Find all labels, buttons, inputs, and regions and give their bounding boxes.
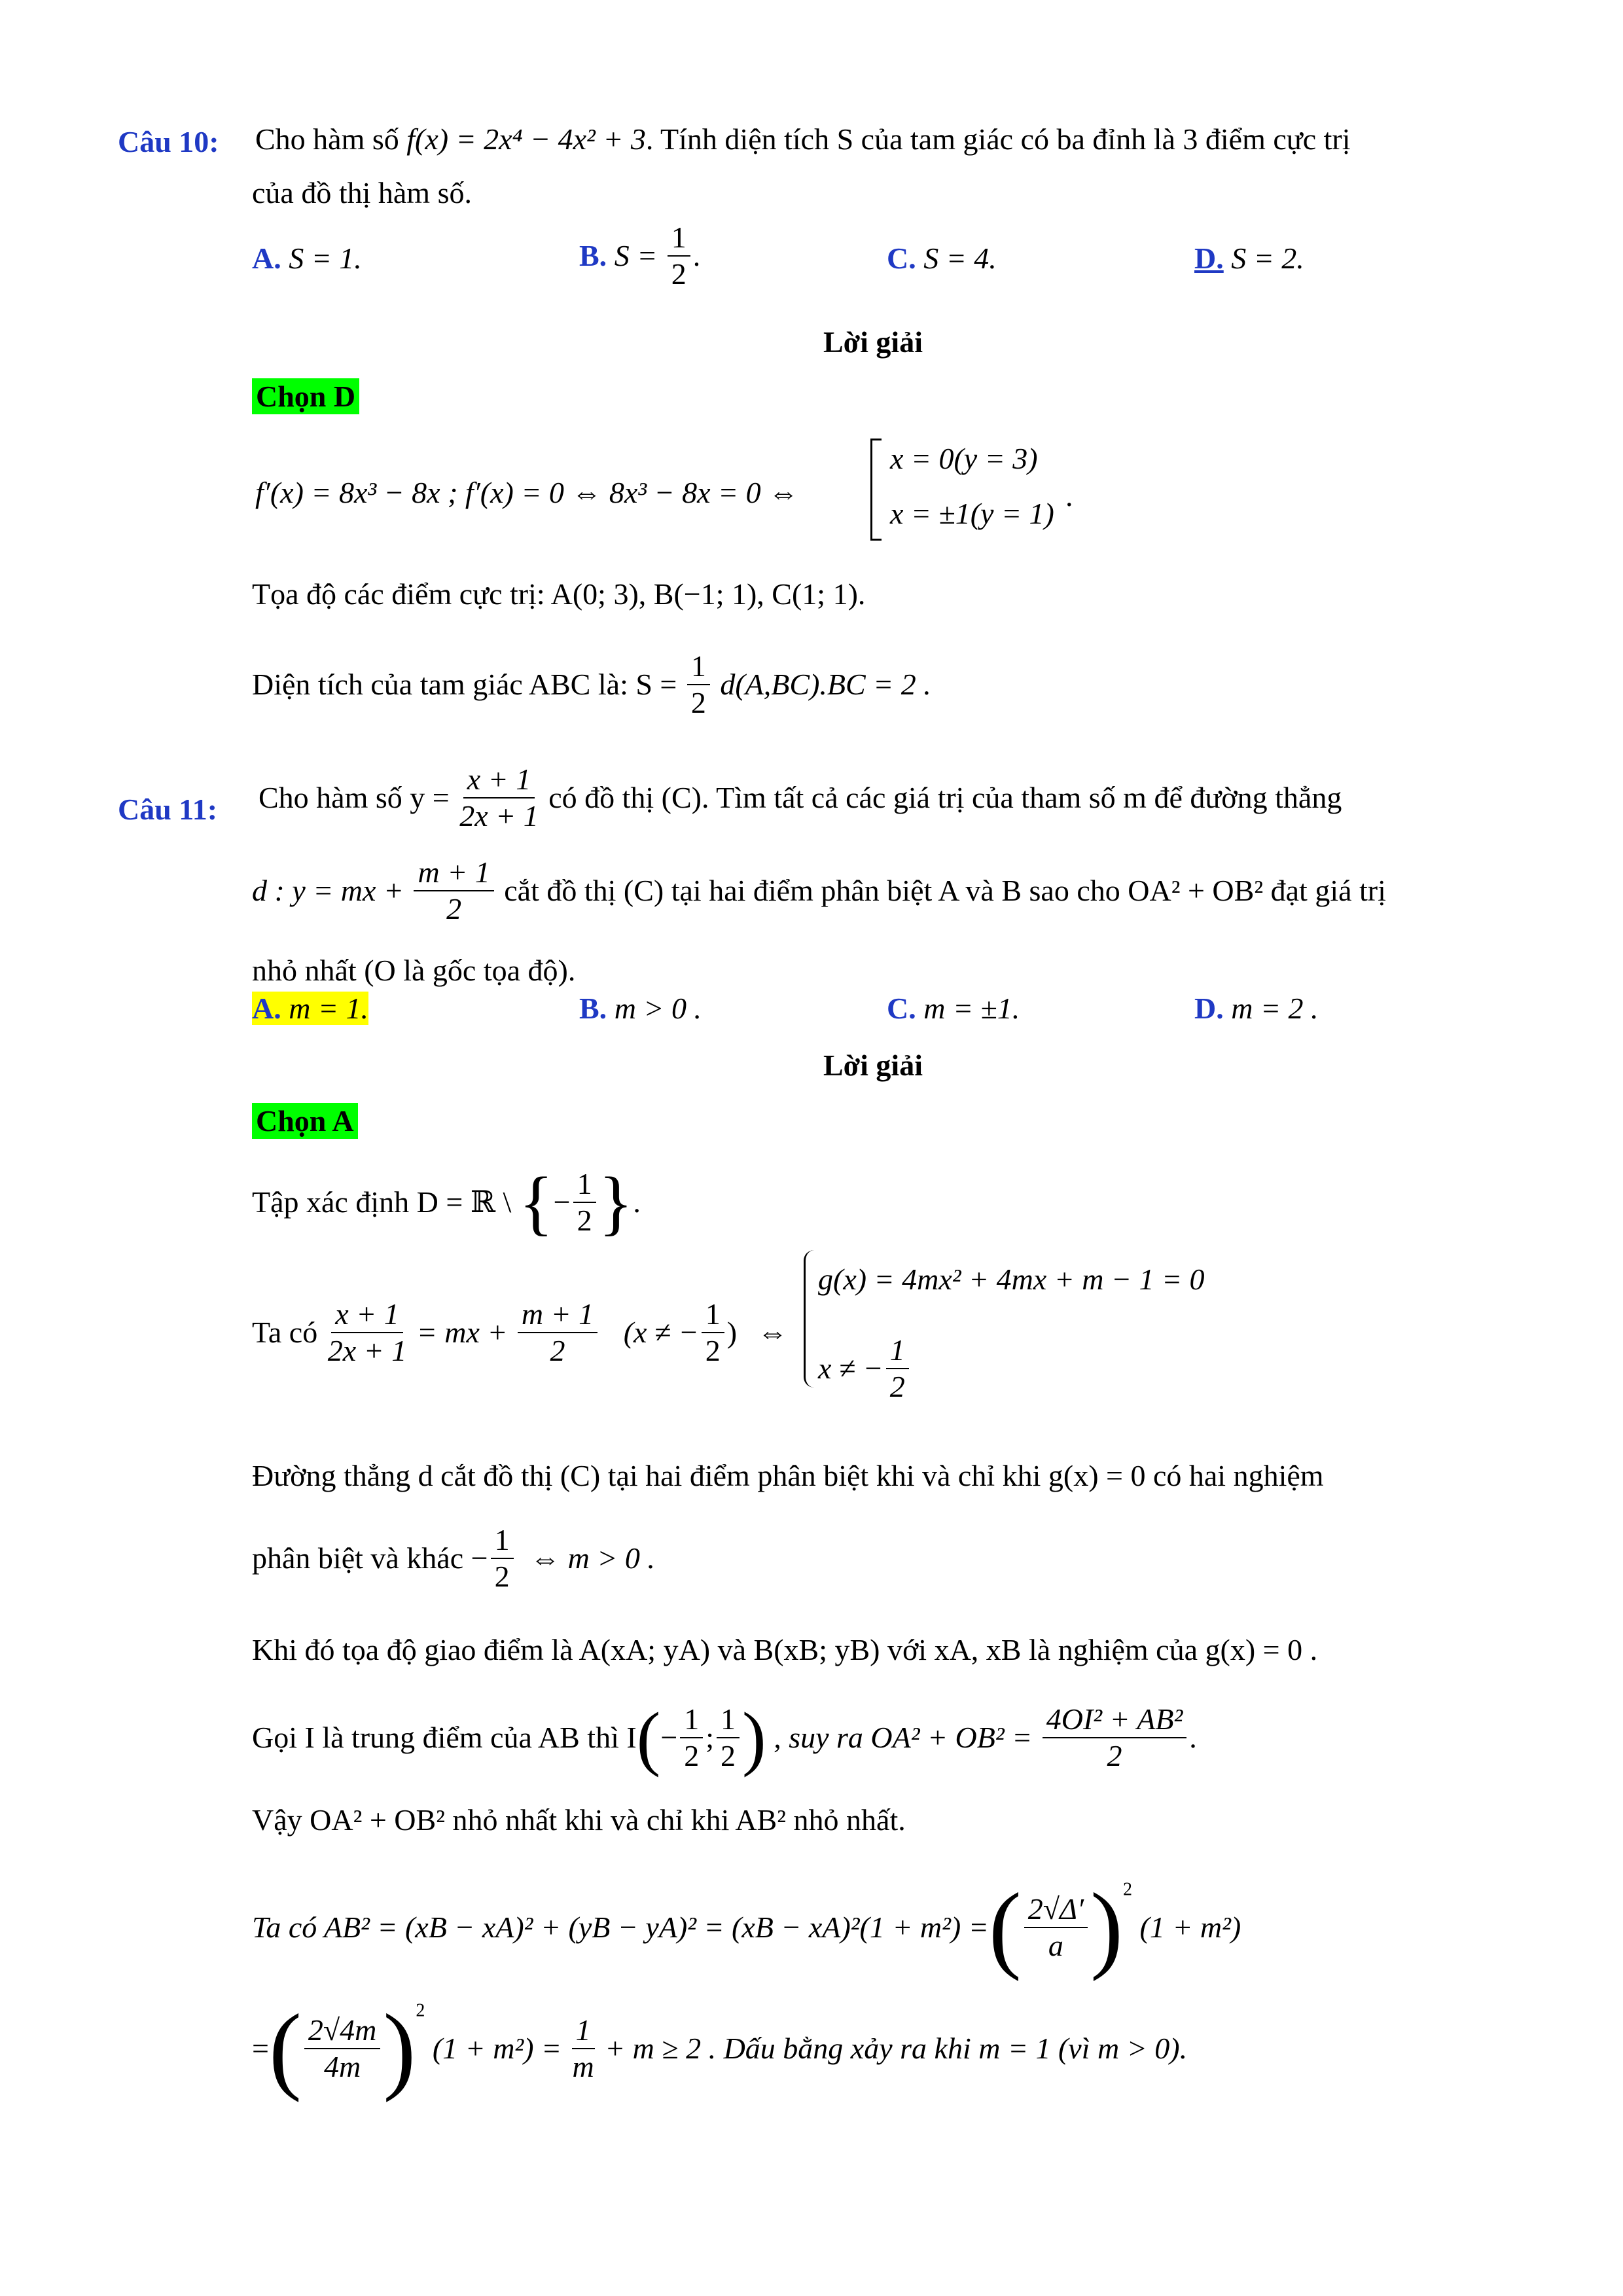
cut-fraction <box>491 1525 514 1592</box>
final-reciprocal-fraction <box>572 2015 595 2082</box>
q11-midpoint-line: Gọi I là trung điểm của AB thì I(− $\frac{1}{2}$ ; $\frac{1}{2}$ ) , suy ra OA² + OB² = $\frac{\text{4OI² + AB²}}{2}$ . <box>252 1698 1197 1778</box>
q11-solution-title: Lời giải <box>823 1049 923 1082</box>
question-10-label: Câu 10: <box>118 125 219 158</box>
q10-option-a-letter: A. <box>252 242 281 275</box>
brace-right: } <box>598 1162 633 1242</box>
fraction-numerator: x + 1 <box>331 1299 402 1333</box>
q11-option-c-text: m = ±1. <box>923 992 1020 1025</box>
q11-option-a-text: m = 1. <box>289 992 368 1025</box>
q11-domain-prefix: Tập xác định D = ℝ \ <box>252 1185 512 1219</box>
q11-line2-prefix: d : y = mx + <box>252 874 404 907</box>
q10-option-b-suffix: . <box>692 239 701 272</box>
q11-stem-suffix: có đồ thị (C). Tìm tất cả các giá trị của tham số m để đường thẳng <box>548 781 1342 814</box>
cut-line2-prefix: phân biệt và khác − <box>252 1541 488 1575</box>
question-11-line3: nhỏ nhất (O là gốc tọa độ). <box>252 954 576 987</box>
fraction-numerator: 1 <box>491 1525 514 1559</box>
q11-final-line: =( $\frac{2√4m}{4m}$ )$^2$ (1 + m²) = $\frac{1}{m}$ + m ≥ 2 . Dấu bằng xảy ra khi m = 1 (vì m > 0). <box>252 1994 1188 2103</box>
midpoint-suffix: , suy ra OA² + OB² = <box>774 1721 1033 1754</box>
q10-solution-title: Lời giải <box>823 325 923 359</box>
midpoint-x-fraction <box>680 1704 703 1771</box>
fraction-denominator: 2 <box>446 892 462 925</box>
q11-domain-line: Tập xác định D = ℝ \ {− $\frac{1}{2}$ }. <box>252 1162 641 1242</box>
condition: (x ≠ − <box>623 1316 699 1349</box>
fraction-denominator: 4m <box>324 2050 361 2083</box>
midpoint-y-fraction <box>717 1704 740 1771</box>
q11-option-b-text: m > 0 . <box>614 992 702 1025</box>
q11-line2-suffix: cắt đồ thị (C) tại hai điểm phân biệt A và B sao cho OA² + OB² đạt giá trị <box>504 874 1386 907</box>
q10-case-period: . <box>1065 479 1073 512</box>
q10-derivative-line: f′(x) = 8x³ − 8x ; f′(x) = 0 ⇔ 8x³ − 8x = 0 ⇔ <box>255 476 799 509</box>
q10-choice-text: Chọn D <box>252 378 359 414</box>
fraction-denominator: 2x + 1 <box>459 799 539 833</box>
fraction-denominator: 2 <box>889 1370 905 1403</box>
q10-function: f(x) = 2x⁴ − 4x² + 3 <box>406 122 646 156</box>
fraction-denominator: 2x + 1 <box>327 1334 407 1367</box>
q11-option-c[interactable] <box>887 994 1020 1024</box>
q11-option-a-letter: A. <box>252 992 281 1025</box>
fraction-denominator: 2 <box>721 1739 736 1772</box>
q10-option-d-text: S = 2. <box>1231 242 1304 275</box>
fraction-denominator: 2 <box>684 1739 700 1772</box>
q11-cut-line2 <box>252 1525 655 1592</box>
q11-system-line2 <box>818 1335 912 1402</box>
one-half-fraction <box>687 651 710 718</box>
q10-area-prefix: Diện tích của tam giác ABC là: S = <box>252 668 677 701</box>
fraction-numerator: 4OI² + AB² <box>1043 1704 1187 1738</box>
q11-line2-fraction <box>414 857 493 924</box>
final-suffix: + m ≥ 2 . Dấu bằng xảy ra khi m = 1 (vì m > 0). <box>605 2032 1188 2065</box>
q10-option-b-fraction <box>668 223 690 289</box>
fraction-denominator: 2 <box>690 686 706 719</box>
q10-option-d-letter: D. <box>1194 242 1224 275</box>
q10-area-line <box>252 651 931 718</box>
fraction-denominator: 2 <box>705 1334 721 1367</box>
fraction-denominator: 2 <box>671 257 687 291</box>
q10-case-2: x = ±1(y = 1) <box>890 497 1054 530</box>
minus-half-fraction <box>573 1169 596 1236</box>
fraction-numerator: 1 <box>717 1704 740 1738</box>
question-11-line2 <box>252 857 1386 924</box>
fraction-denominator: 2 <box>577 1204 592 1237</box>
q11-option-b[interactable] <box>579 994 702 1024</box>
fraction-numerator: 1 <box>573 1169 596 1203</box>
brace-left: { <box>518 1162 554 1242</box>
system-fraction <box>886 1335 909 1402</box>
midpoint-prefix: Gọi I là trung điểm của AB thì I <box>252 1721 637 1754</box>
midpoint-rhs-fraction <box>1043 1704 1187 1771</box>
q10-extrema-line: Tọa độ các điểm cực trị: A(0; 3), B(−1; 1), C(1; 1). <box>252 577 866 611</box>
q10-area-suffix: d(A,BC).BC = 2 . <box>720 668 931 701</box>
q10-option-a[interactable] <box>252 243 362 274</box>
q11-stem-prefix: Cho hàm số y = <box>259 781 450 814</box>
question-11-stem <box>259 764 1342 831</box>
q10-option-a-text: S = 1. <box>289 242 362 275</box>
q11-choice-text: Chọn A <box>252 1103 358 1139</box>
q11-option-d-text: m = 2 . <box>1231 992 1319 1025</box>
q11-choice-badge <box>252 1106 358 1136</box>
fraction-numerator: 2√4m <box>304 2015 380 2049</box>
fraction-numerator: x + 1 <box>463 764 535 798</box>
ab-prefix: Ta có AB² = (xB − xA)² + (yB − yA)² = (xB − xA)²(1 + m²) = <box>252 1910 989 1944</box>
rhs-fraction <box>518 1299 597 1366</box>
fraction-denominator: 2 <box>550 1334 565 1367</box>
q10-option-c[interactable] <box>887 243 997 274</box>
system-brace <box>804 1250 815 1388</box>
q10-case-1: x = 0(y = 3) <box>890 442 1038 475</box>
q10-option-b[interactable] <box>579 223 700 289</box>
q10-option-d[interactable] <box>1194 243 1304 274</box>
q10-choice-badge <box>252 382 359 412</box>
question-11-label: Câu 11: <box>118 793 218 826</box>
q10-option-c-letter: C. <box>887 242 916 275</box>
q10-option-b-letter: B. <box>579 239 607 272</box>
cut-line2-suffix: ⇔ m > 0 . <box>530 1541 655 1575</box>
ab-fraction <box>1024 1894 1088 1961</box>
q11-cut-line: Đường thẳng d cắt đồ thị (C) tại hai điểm phân biệt khi và chỉ khi g(x) = 0 có hai nghiệm <box>252 1459 1324 1492</box>
q10-stem-prefix: Cho hàm số <box>255 122 399 156</box>
fraction-numerator: 1 <box>668 223 690 257</box>
q11-option-d-letter: D. <box>1194 992 1224 1025</box>
q10-stem-suffix: . Tính diện tích S của tam giác có ba đỉnh là 3 điểm cực trị <box>645 122 1351 156</box>
fraction-denominator: 2 <box>1107 1739 1122 1772</box>
question-10-stem-line2: của đồ thị hàm số. <box>252 176 472 209</box>
q11-taco-prefix: Ta có <box>252 1316 318 1349</box>
q11-intersection-line: Khi đó tọa độ giao điểm là A(xA; yA) và B(xB; yB) với xA, xB là nghiệm của g(x) = 0 . <box>252 1633 1318 1666</box>
fraction-numerator: 1 <box>886 1335 909 1369</box>
fraction-numerator: 1 <box>687 651 710 685</box>
case-bracket <box>870 439 882 541</box>
fraction-denominator: m <box>572 2050 594 2083</box>
final-fraction <box>304 2015 380 2082</box>
fraction-denominator: 2 <box>494 1560 510 1593</box>
fraction-numerator: 1 <box>572 2015 595 2049</box>
equiv-symbol: ⇔ <box>757 1316 788 1349</box>
fraction-numerator: m + 1 <box>414 857 493 891</box>
question-10-stem <box>255 124 1351 154</box>
fraction-denominator: a <box>1048 1929 1063 1962</box>
fraction-numerator: 1 <box>702 1299 724 1333</box>
q11-function-fraction <box>459 764 538 831</box>
q11-equation-line: Ta có $\frac{x + 1}{2x + 1}$ = mx + $\frac{m + 1}{2}$ (x ≠ − $\frac{1}{2}$ ) ⇔ <box>252 1297 788 1367</box>
q11-system-line1: g(x) = 4mx² + 4mx + m − 1 = 0 <box>818 1263 1205 1296</box>
ab-suffix: (1 + m²) <box>1139 1910 1241 1944</box>
q10-option-b-prefix: S = <box>614 239 658 272</box>
q11-option-d[interactable] <box>1194 994 1319 1024</box>
minus-sign: − <box>553 1185 571 1219</box>
lhs-fraction <box>328 1299 406 1366</box>
fraction-numerator: 1 <box>680 1704 703 1738</box>
fraction-numerator: 2√Δ′ <box>1024 1894 1088 1928</box>
final-mid: (1 + m²) = <box>432 2032 562 2065</box>
system-line2-text: x ≠ − <box>818 1352 883 1385</box>
q10-option-c-text: S = 4. <box>923 242 997 275</box>
q11-option-c-letter: C. <box>887 992 916 1025</box>
condition-fraction <box>702 1299 724 1366</box>
eq-mid: = mx + <box>416 1316 508 1349</box>
q11-minimum-line: Vậy OA² + OB² nhỏ nhất khi và chỉ khi AB² nhỏ nhất. <box>252 1803 906 1837</box>
q11-option-a[interactable] <box>252 994 368 1024</box>
q11-option-b-letter: B. <box>579 992 607 1025</box>
fraction-numerator: m + 1 <box>518 1299 597 1333</box>
q11-ab-line: Ta có AB² = (xB − xA)² + (yB − yA)² = (xB − xA)²(1 + m²) =( $\frac{2√\Delta'}{a}$ )$^2$ (1 + m²) <box>252 1873 1241 1982</box>
